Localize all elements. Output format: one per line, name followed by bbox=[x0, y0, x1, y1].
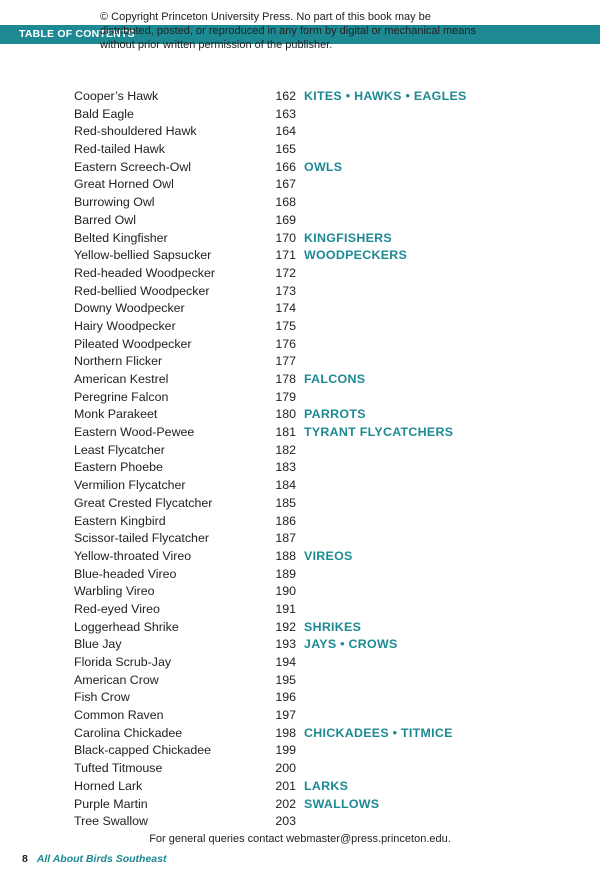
entry-page: 191 bbox=[275, 601, 296, 616]
entry-page: 181 bbox=[275, 425, 296, 440]
entry-name: Carolina Chickadee bbox=[74, 725, 183, 740]
toc-row bbox=[74, 619, 544, 637]
entry-name: Florida Scrub-Jay bbox=[74, 655, 172, 669]
section-heading: WOODPECKERS bbox=[304, 248, 408, 263]
toc-row bbox=[74, 176, 544, 194]
entry-name: Hairy Woodpecker bbox=[74, 318, 176, 333]
entry-page: 201 bbox=[275, 778, 296, 793]
entry-name: American Kestrel bbox=[74, 372, 169, 386]
toc-row bbox=[74, 88, 544, 106]
entry-page: 192 bbox=[275, 619, 296, 634]
copyright-notice: © Copyright Princeton University Press. No part of this book may be distributed, posted, or reproduced in any form by digital or mechanical means without prior written permission of the publisher. bbox=[100, 11, 477, 51]
entry-name: Barred Owl bbox=[74, 212, 136, 227]
entry-page: 177 bbox=[275, 354, 296, 369]
entry-name: Eastern Wood-Pewee bbox=[74, 425, 195, 440]
entry-page: 183 bbox=[275, 460, 296, 475]
entry-page: 203 bbox=[275, 814, 296, 829]
toc-row bbox=[74, 601, 544, 619]
section-heading: JAYS • CROWS bbox=[304, 637, 398, 652]
toc-row bbox=[74, 813, 544, 831]
entry-page: 169 bbox=[275, 212, 296, 227]
toc-row bbox=[74, 689, 544, 707]
entry-page: 166 bbox=[275, 159, 296, 174]
entry-name: Fish Crow bbox=[74, 690, 130, 705]
entry-page: 173 bbox=[275, 283, 296, 298]
section-heading: SHRIKES bbox=[304, 619, 362, 634]
toc-row bbox=[74, 318, 544, 336]
entry-name: Peregrine Falcon bbox=[74, 389, 169, 404]
toc-row bbox=[74, 707, 544, 725]
entry-page: 190 bbox=[275, 584, 296, 599]
book-title: All About Birds Southeast bbox=[36, 853, 167, 865]
entry-name: Cooper’s Hawk bbox=[74, 89, 159, 103]
entry-page: 188 bbox=[275, 548, 296, 563]
entry-page: 198 bbox=[275, 725, 296, 740]
table-of-contents bbox=[74, 88, 544, 831]
toc-row bbox=[74, 672, 544, 690]
section-heading: FALCONS bbox=[304, 372, 366, 386]
toc-row bbox=[74, 336, 544, 354]
toc-row bbox=[74, 742, 544, 760]
entry-page: 197 bbox=[275, 708, 296, 723]
entry-page: 162 bbox=[275, 89, 296, 103]
entry-page: 180 bbox=[275, 407, 296, 422]
entry-name: Red-headed Woodpecker bbox=[74, 265, 215, 280]
entry-name: Yellow-bellied Sapsucker bbox=[74, 248, 212, 263]
entry-name: Great Crested Flycatcher bbox=[74, 495, 213, 510]
entry-name: American Crow bbox=[74, 672, 159, 687]
entry-name: Common Raven bbox=[74, 708, 164, 723]
toc-row bbox=[74, 495, 544, 513]
toc-row bbox=[74, 566, 544, 584]
entry-page: 163 bbox=[275, 106, 296, 121]
section-heading: CHICKADEES • TITMICE bbox=[304, 725, 453, 740]
toc-row bbox=[74, 371, 544, 389]
entry-name: Pileated Woodpecker bbox=[74, 336, 192, 351]
toc-row bbox=[74, 477, 544, 495]
entry-name: Eastern Phoebe bbox=[74, 460, 163, 475]
entry-name: Red-shouldered Hawk bbox=[74, 124, 197, 139]
toc-row bbox=[74, 459, 544, 477]
entry-page: 171 bbox=[275, 248, 296, 263]
contact-note: For general queries contact webmaster@press.princeton.edu. bbox=[149, 833, 451, 845]
entry-page: 168 bbox=[275, 195, 296, 210]
entry-name: Loggerhead Shrike bbox=[74, 619, 179, 634]
entry-name: Monk Parakeet bbox=[74, 407, 158, 422]
entry-name: Great Horned Owl bbox=[74, 177, 174, 192]
toc-row bbox=[74, 513, 544, 531]
toc-row bbox=[74, 123, 544, 141]
entry-page: 199 bbox=[275, 743, 296, 758]
entry-name: Blue-headed Vireo bbox=[74, 566, 177, 581]
entry-page: 172 bbox=[275, 265, 296, 280]
page-footer bbox=[22, 853, 166, 865]
toc-row bbox=[74, 212, 544, 230]
entry-page: 179 bbox=[275, 389, 296, 404]
entry-name: Red-eyed Vireo bbox=[74, 601, 160, 616]
toc-row bbox=[74, 106, 544, 124]
section-heading: TYRANT FLYCATCHERS bbox=[304, 425, 454, 440]
section-heading: LARKS bbox=[304, 778, 349, 793]
toc-row bbox=[74, 265, 544, 283]
toc-row bbox=[74, 300, 544, 318]
entry-name: Blue Jay bbox=[74, 637, 122, 652]
entry-page: 176 bbox=[275, 336, 296, 351]
entry-page: 174 bbox=[275, 301, 296, 316]
entry-page: 167 bbox=[275, 177, 296, 192]
section-heading: PARROTS bbox=[304, 407, 366, 422]
section-title: TABLE OF CONTENTS bbox=[19, 28, 135, 40]
toc-row bbox=[74, 424, 544, 442]
toc-row bbox=[74, 760, 544, 778]
entry-name: Belted Kingfisher bbox=[74, 230, 168, 245]
entry-name: Yellow-throated Vireo bbox=[74, 548, 192, 563]
section-heading: SWALLOWS bbox=[304, 796, 380, 811]
toc-row bbox=[74, 725, 544, 743]
toc-row bbox=[74, 796, 544, 814]
entry-page: 187 bbox=[275, 531, 296, 546]
entry-name: Tree Swallow bbox=[74, 814, 148, 829]
entry-page: 185 bbox=[275, 495, 296, 510]
toc-row bbox=[74, 442, 544, 460]
entry-name: Tufted Titmouse bbox=[74, 761, 163, 776]
toc-row bbox=[74, 778, 544, 796]
entry-name: Warbling Vireo bbox=[74, 584, 155, 599]
entry-page: 200 bbox=[275, 761, 296, 776]
toc-row bbox=[74, 389, 544, 407]
entry-name: Red-bellied Woodpecker bbox=[74, 283, 210, 298]
entry-page: 170 bbox=[275, 230, 296, 245]
toc-row bbox=[74, 283, 544, 301]
toc-row bbox=[74, 583, 544, 601]
entry-page: 189 bbox=[275, 566, 296, 581]
entry-page: 202 bbox=[275, 796, 296, 811]
entry-name: Downy Woodpecker bbox=[74, 301, 185, 316]
toc-row bbox=[74, 636, 544, 654]
entry-page: 175 bbox=[275, 318, 296, 333]
toc-row bbox=[74, 548, 544, 566]
entry-page: 193 bbox=[275, 637, 296, 652]
entry-page: 164 bbox=[275, 124, 296, 139]
entry-page: 165 bbox=[275, 142, 296, 157]
entry-name: Burrowing Owl bbox=[74, 195, 155, 210]
entry-page: 184 bbox=[275, 478, 296, 493]
entry-name: Eastern Screech-Owl bbox=[74, 159, 192, 174]
section-heading: KINGFISHERS bbox=[304, 230, 392, 245]
entry-page: 195 bbox=[275, 672, 296, 687]
entry-name: Vermilion Flycatcher bbox=[74, 478, 186, 493]
entry-name: Bald Eagle bbox=[74, 106, 134, 121]
toc-row bbox=[74, 141, 544, 159]
toc-row bbox=[74, 247, 544, 265]
toc-row bbox=[74, 654, 544, 672]
toc-row bbox=[74, 230, 544, 248]
entry-name: Purple Martin bbox=[74, 796, 148, 811]
toc-row bbox=[74, 530, 544, 548]
entry-name: Least Flycatcher bbox=[74, 442, 165, 457]
section-heading: OWLS bbox=[304, 159, 343, 174]
toc-row bbox=[74, 159, 544, 177]
page-number: 8 bbox=[22, 853, 28, 865]
toc-row bbox=[74, 406, 544, 424]
toc-row bbox=[74, 353, 544, 371]
entry-name: Black-capped Chickadee bbox=[74, 743, 212, 758]
entry-name: Eastern Kingbird bbox=[74, 513, 166, 528]
entry-page: 194 bbox=[275, 655, 296, 669]
toc-row bbox=[74, 194, 544, 212]
section-heading: KITES • HAWKS • EAGLES bbox=[304, 89, 467, 103]
entry-name: Horned Lark bbox=[74, 778, 143, 793]
section-heading: VIREOS bbox=[304, 548, 353, 563]
entry-page: 196 bbox=[275, 690, 296, 705]
entry-name: Northern Flicker bbox=[74, 354, 163, 369]
entry-page: 182 bbox=[275, 442, 296, 457]
entry-page: 178 bbox=[275, 372, 296, 386]
entry-name: Red-tailed Hawk bbox=[74, 142, 165, 157]
entry-name: Scissor-tailed Flycatcher bbox=[74, 531, 209, 546]
entry-page: 186 bbox=[275, 513, 296, 528]
